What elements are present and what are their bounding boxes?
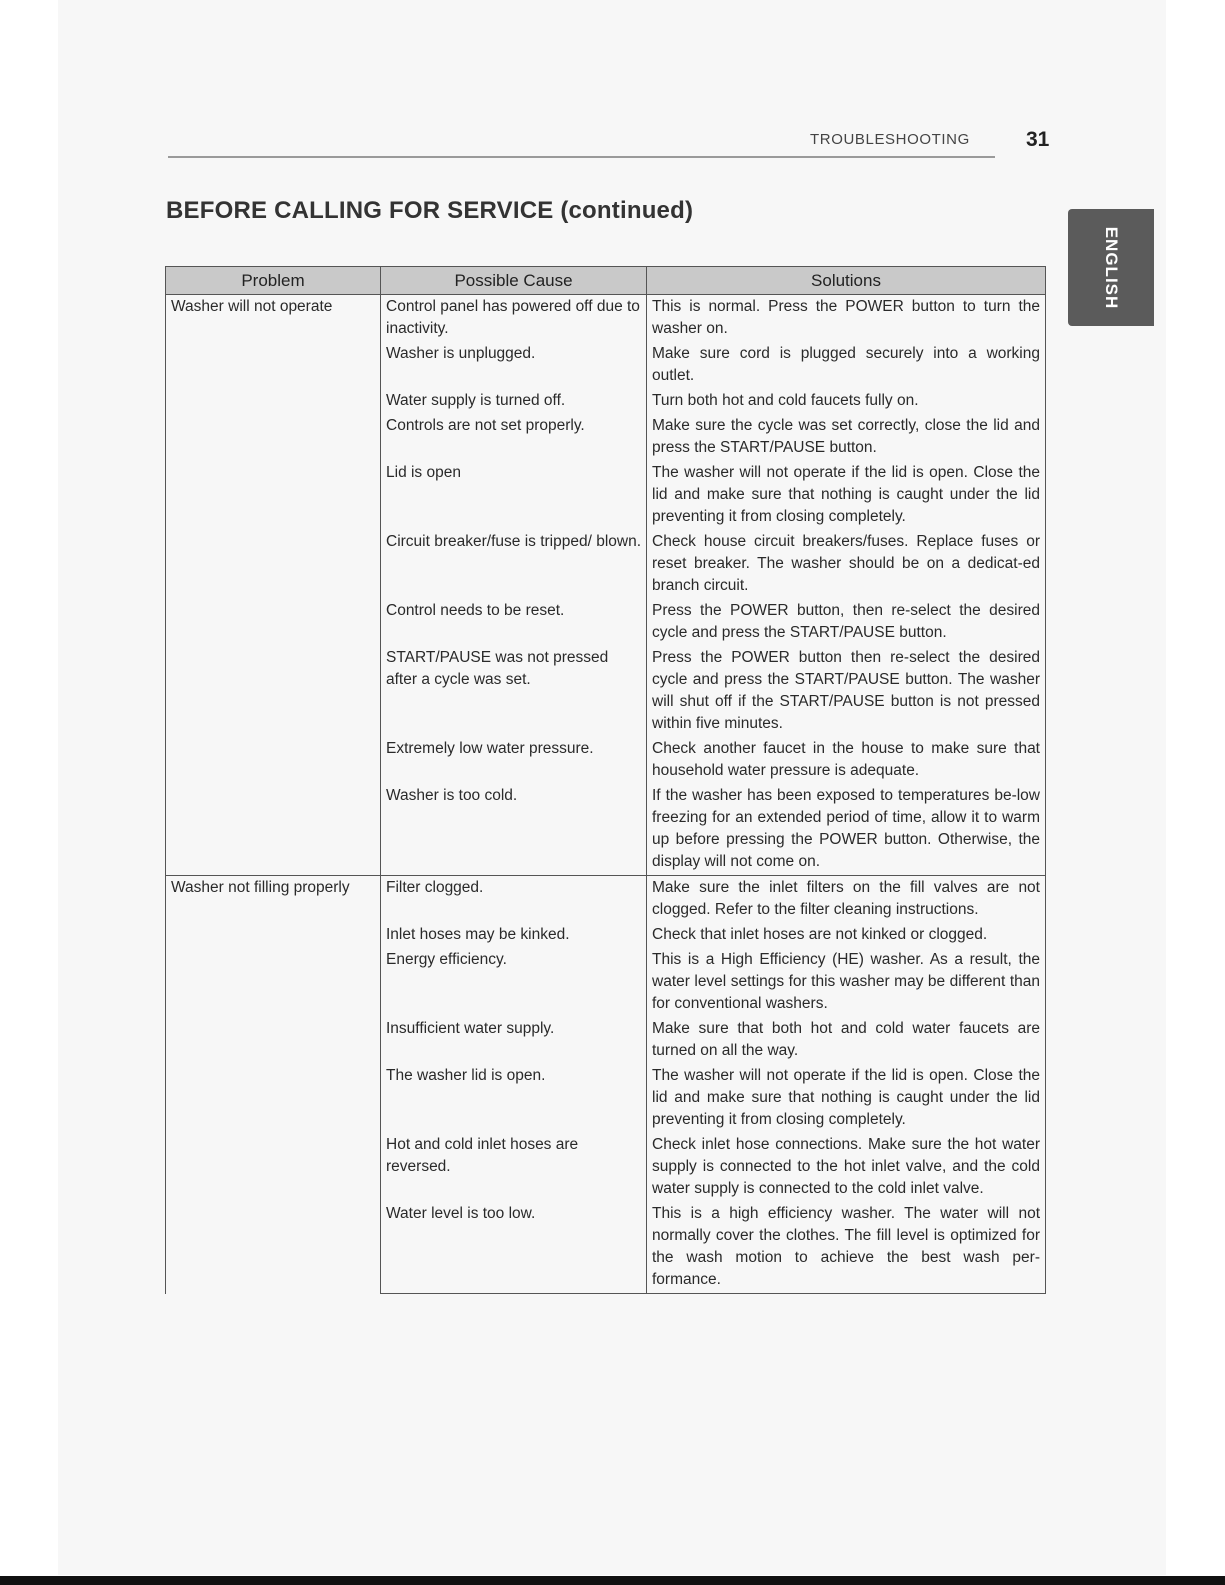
solution-cell: The washer will not operate if the lid is open. Close the lid and make sure that nothing is caught under the lid preventing it from closing completely. [647, 1064, 1046, 1133]
cause-cell: Hot and cold inlet hoses are reversed. [381, 1133, 647, 1202]
table-header-row [166, 267, 1046, 295]
solution-cell: This is a High Efficiency (HE) washer. As a result, the water level settings for this washer may be different than for conventional washers. [647, 948, 1046, 1017]
cause-cell: START/PAUSE was not pressed after a cycle was set. [381, 646, 647, 737]
solution-cell: This is normal. Press the POWER button to turn the washer on. [647, 295, 1046, 343]
column-header-problem: Problem [166, 267, 381, 295]
solution-cell: The washer will not operate if the lid is open. Close the lid and make sure that nothing is caught under the lid preventing it from closing completely. [647, 461, 1046, 530]
cause-cell: Filter clogged. [381, 876, 647, 924]
cause-cell: Energy efficiency. [381, 948, 647, 1017]
solution-cell: Make sure that both hot and cold water faucets are turned on all the way. [647, 1017, 1046, 1064]
cause-cell: Circuit breaker/fuse is tripped/ blown. [381, 530, 647, 599]
solution-cell: Check house circuit breakers/fuses. Replace fuses or reset breaker. The washer should be on a dedicat-ed branch circuit. [647, 530, 1046, 599]
column-header-solutions: Solutions [647, 267, 1046, 295]
cause-cell: Lid is open [381, 461, 647, 530]
header-divider [168, 156, 995, 158]
solution-cell: This is a high efficiency washer. The water will not normally cover the clothes. The fill level is optimized for the wash motion to achieve the best wash per-formance. [647, 1202, 1046, 1294]
solution-cell: Press the POWER button then re-select the desired cycle and press the START/PAUSE button. The washer will shut off if the START/PAUSE button is not pressed within five minutes. [647, 646, 1046, 737]
table-row [166, 876, 1046, 924]
solution-cell: Check another faucet in the house to make sure that household water pressure is adequate. [647, 737, 1046, 784]
solution-cell: Make sure cord is plugged securely into a working outlet. [647, 342, 1046, 389]
language-tab [1068, 209, 1154, 326]
cause-cell: Control needs to be reset. [381, 599, 647, 646]
solution-cell: Make sure the inlet filters on the fill valves are not clogged. Refer to the filter cleaning instructions. [647, 876, 1046, 924]
solution-cell: Turn both hot and cold faucets fully on. [647, 389, 1046, 414]
solution-cell: Make sure the cycle was set correctly, close the lid and press the START/PAUSE button. [647, 414, 1046, 461]
page-number: 31 [1026, 128, 1050, 151]
cause-cell: Extremely low water pressure. [381, 737, 647, 784]
cause-cell: The washer lid is open. [381, 1064, 647, 1133]
solution-cell: Press the POWER button, then re-select the desired cycle and press the START/PAUSE button. [647, 599, 1046, 646]
cause-cell: Water supply is turned off. [381, 389, 647, 414]
cause-cell: Water level is too low. [381, 1202, 647, 1294]
solution-cell: If the washer has been exposed to temperatures be-low freezing for an extended period of time, allow it to warm up before pressing the POWER button. Otherwise, the display will not come on. [647, 784, 1046, 876]
solution-cell: Check that inlet hoses are not kinked or clogged. [647, 923, 1046, 948]
cause-cell: Controls are not set properly. [381, 414, 647, 461]
cause-cell: Inlet hoses may be kinked. [381, 923, 647, 948]
cause-cell: Washer is too cold. [381, 784, 647, 876]
language-tab-label: ENGLISH [1102, 226, 1121, 309]
bottom-edge [0, 1576, 1225, 1585]
cause-cell: Control panel has powered off due to inactivity. [381, 295, 647, 343]
cause-cell: Washer is unplugged. [381, 342, 647, 389]
problem-cell: Washer will not operate [166, 295, 381, 876]
problem-cell: Washer not filling properly [166, 876, 381, 1294]
column-header-cause: Possible Cause [381, 267, 647, 295]
troubleshooting-table [165, 266, 1046, 1294]
page-title: BEFORE CALLING FOR SERVICE (continued) [166, 197, 694, 224]
section-header: TROUBLESHOOTING [810, 131, 970, 148]
cause-cell: Insufficient water supply. [381, 1017, 647, 1064]
solution-cell: Check inlet hose connections. Make sure the hot water supply is connected to the hot inlet valve, and the cold water supply is connected to the cold inlet valve. [647, 1133, 1046, 1202]
table-row [166, 295, 1046, 343]
table-body [166, 295, 1046, 1294]
